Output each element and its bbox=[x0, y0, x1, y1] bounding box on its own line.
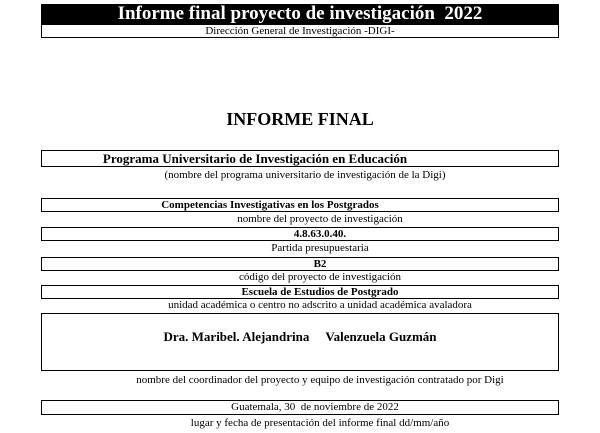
main-heading: INFORME FINAL bbox=[226, 109, 374, 129]
program-caption: (nombre del programa universitario de investigación de la Digi) bbox=[164, 169, 446, 181]
project-code-caption: código del proyecto de investigación bbox=[239, 271, 401, 283]
report-title: Informe final proyecto de investigación 2022 bbox=[117, 3, 483, 24]
place-date-caption: lugar y fecha de presentación del informe final dd/mm/año bbox=[190, 417, 450, 429]
project-code-box bbox=[41, 257, 559, 271]
coordinator-box bbox=[41, 313, 559, 371]
report-title-bar bbox=[41, 4, 559, 24]
report-subtitle: Dirección General de Investigación -DIGI- bbox=[205, 25, 395, 37]
project-name-box bbox=[41, 198, 559, 212]
academic-unit-caption: unidad académica o centro no adscrito a unidad académica avaladora bbox=[168, 299, 472, 311]
project-code-value: B2 bbox=[313, 258, 327, 270]
budget-item-box bbox=[41, 227, 559, 241]
budget-item-value: 4.8.63.0.40. bbox=[293, 228, 347, 240]
report-subtitle-box bbox=[41, 24, 559, 38]
place-date-box bbox=[41, 400, 559, 415]
academic-unit-value: Escuela de Estudios de Postgrado bbox=[241, 286, 399, 298]
program-box bbox=[41, 150, 559, 167]
coordinator-caption: nombre del coordinador del proyecto y equipo de investigación contratado por Digi bbox=[136, 374, 504, 386]
academic-unit-box bbox=[41, 285, 559, 299]
project-name-value: Competencias Investigativas en los Postgrados bbox=[161, 199, 379, 211]
program-value: Programa Universitario de Investigación en Educación bbox=[102, 151, 408, 166]
budget-item-caption: Partida presupuestaria bbox=[271, 242, 369, 254]
coordinator-value: Dra. Maribel. Alejandrina Valenzuela Guzmán bbox=[163, 329, 437, 344]
place-date-value: Guatemala, 30 de noviembre de 2022 bbox=[231, 401, 399, 413]
project-name-caption: nombre del proyecto de investigación bbox=[237, 213, 403, 225]
